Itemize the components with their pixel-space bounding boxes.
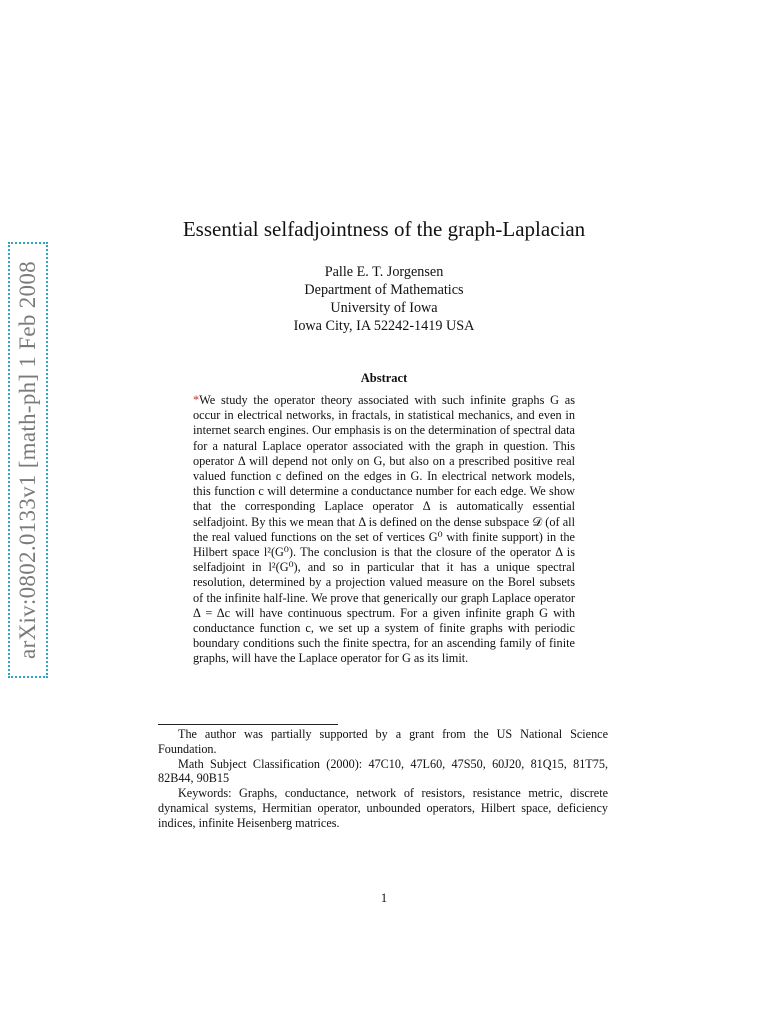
author-name: Palle E. T. Jorgensen bbox=[324, 264, 444, 280]
footnote-msc: Math Subject Classification (2000): 47C10, 47L60, 47S50, 60J20, 81Q15, 81T75, 82B44, 90B15 bbox=[158, 756, 608, 786]
footnote-marker[interactable]: * bbox=[193, 393, 200, 407]
author-address: Iowa City, IA 52242-1419 USA bbox=[293, 318, 475, 334]
paper-title: Essential selfadjointness of the graph-Laplacian bbox=[182, 217, 586, 241]
footnotes bbox=[158, 727, 608, 831]
abstract-heading: Abstract bbox=[360, 371, 408, 385]
arxiv-identifier-text: arXiv:0802.0133v1 [math-ph] 1 Feb 2008 bbox=[15, 261, 40, 659]
footnote-support: The author was partially supported by a grant from the US National Science Foundation. bbox=[158, 727, 608, 756]
footnote-rule bbox=[158, 724, 338, 725]
footnote-keywords: Keywords: Graphs, conductance, network of resistors, resistance metric, discrete dynamical systems, Hermitian operator, unbounded operators, Hilbert space, deficiency indices, infinite Heisenberg matrices. bbox=[158, 786, 608, 830]
page-number: 1 bbox=[380, 891, 388, 905]
author-block bbox=[0, 263, 768, 335]
abstract-body bbox=[193, 393, 575, 667]
abstract-text: We study the operator theory associated with such infinite graphs G as occur in electrical networks, in fractals, in statistical mechanics, and even in internet search engines. Our emphasis is on the determination of spectral data for a natural Laplace operator associated with the graph in question. This operator Δ will depend not only on G, but also on a prescribed positive real valued function c defined on the edges in G. In electrical network models, this function c will determine a conductance number for each edge. We show that the corresponding Laplace operator Δ is automatically essential selfadjoint. By this we mean that Δ is defined on the dense subspace 𝒟 (of all the real valued functions on the set of vertices G⁰ with finite support) in the Hilbert space l²(G⁰). The conclusion is that the closure of the operator Δ is selfadjoint in l²(G⁰), and so in particular that it has a unique spectral resolution, determined by a projection valued measure on the Borel subsets of the infinite half-line. We prove that generically our graph Laplace operator Δ = Δc will have continuous spectrum. For a given infinite graph G with conductance function c, we set up a system of finite graphs with periodic boundary conditions such the finite spectra, for an ascending family of finite graphs, will have the Laplace operator for G as its limit. bbox=[193, 393, 575, 666]
author-department: Department of Mathematics bbox=[304, 282, 464, 298]
author-university: University of Iowa bbox=[330, 300, 438, 316]
